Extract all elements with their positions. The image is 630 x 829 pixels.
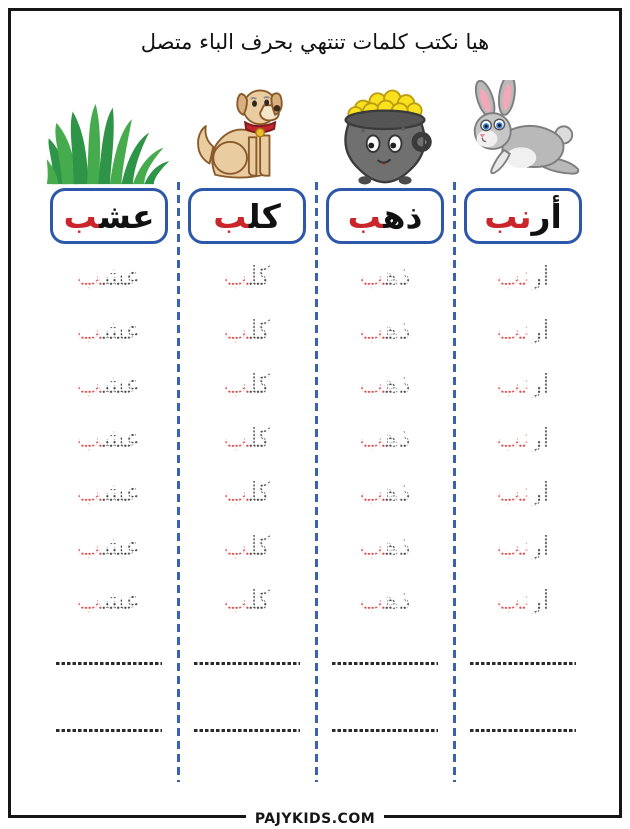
trace-word[interactable] (40, 412, 178, 466)
trace-word[interactable] (178, 358, 316, 412)
trace-final-baa: ‍ب (223, 532, 250, 562)
trace-final-baa: ‍ب (76, 424, 103, 454)
trace-final-baa: ‍ب (223, 424, 250, 454)
trace-word[interactable] (454, 304, 592, 358)
trace-stem: كل‍ (249, 370, 271, 400)
word-stem: ذه‍ (382, 196, 423, 236)
word-card-arnab (464, 188, 582, 244)
trace-stem: عش‍ (102, 532, 142, 562)
trace-final-baa: نب (496, 370, 530, 400)
column-thahab (316, 82, 454, 782)
trace-word[interactable] (316, 412, 454, 466)
trace-stem: أر (529, 532, 550, 562)
word-card-oshb (50, 188, 168, 244)
word-stem: أر (531, 196, 562, 236)
trace-final-baa: ‍ب (76, 262, 103, 292)
blank-writing-line[interactable] (470, 729, 576, 732)
blank-writing-line[interactable] (194, 729, 300, 732)
trace-stem: كل‍ (249, 424, 271, 454)
trace-word[interactable] (454, 574, 592, 628)
trace-word[interactable] (178, 304, 316, 358)
trace-stem: عش‍ (102, 586, 142, 616)
trace-final-baa: ‍ب (223, 370, 250, 400)
trace-stem: ذه‍ (385, 478, 411, 508)
trace-stem: عش‍ (102, 262, 142, 292)
trace-final-baa: نب (496, 262, 530, 292)
trace-stem: ذه‍ (385, 316, 411, 346)
trace-word[interactable] (454, 358, 592, 412)
grass-image (40, 82, 178, 186)
word-card-kalb (188, 188, 306, 244)
trace-final-baa: نب (496, 478, 530, 508)
trace-stem: ذه‍ (385, 532, 411, 562)
trace-final-baa: ‍ب (359, 370, 386, 400)
word-final-baa: ‍ب (347, 196, 383, 236)
trace-word[interactable] (316, 574, 454, 628)
word-final-baa: ‍ب (63, 196, 99, 236)
trace-stem: كل‍ (249, 262, 271, 292)
trace-word[interactable] (178, 412, 316, 466)
trace-rows-arnab (454, 250, 592, 628)
trace-final-baa: ‍ب (223, 262, 250, 292)
trace-stem: كل‍ (249, 478, 271, 508)
footer-website: PAJYKIDS.COM (246, 810, 384, 829)
word-stem: كل‍ (248, 196, 281, 236)
rabbit-image (454, 82, 592, 186)
trace-final-baa: ‍ب (359, 316, 386, 346)
practice-columns (40, 82, 592, 782)
worksheet-title: هيا نكتب كلمات تنتهي بحرف الباء متصل (140, 30, 490, 54)
column-oshb (40, 82, 178, 782)
word-final-baa: نب (484, 196, 532, 236)
trace-word[interactable] (316, 520, 454, 574)
trace-stem: أر (529, 370, 550, 400)
trace-stem: ذه‍ (385, 370, 411, 400)
trace-stem: أر (529, 316, 550, 346)
trace-rows-kalb (178, 250, 316, 628)
trace-final-baa: ‍ب (359, 262, 386, 292)
blank-writing-line[interactable] (56, 729, 162, 732)
trace-final-baa: ‍ب (223, 586, 250, 616)
trace-final-baa: ‍ب (359, 424, 386, 454)
trace-stem: ذه‍ (385, 262, 411, 292)
trace-final-baa: ‍ب (359, 532, 386, 562)
trace-stem: أر (529, 586, 550, 616)
trace-word[interactable] (40, 304, 178, 358)
trace-stem: عش‍ (102, 424, 142, 454)
trace-stem: أر (529, 424, 550, 454)
trace-final-baa: ‍ب (223, 316, 250, 346)
trace-word[interactable] (454, 250, 592, 304)
trace-final-baa: نب (496, 316, 530, 346)
trace-final-baa: نب (496, 586, 530, 616)
trace-word[interactable] (40, 466, 178, 520)
trace-stem: ذه‍ (385, 424, 411, 454)
blank-writing-line[interactable] (332, 729, 438, 732)
trace-final-baa: ‍ب (76, 370, 103, 400)
trace-stem: كل‍ (249, 532, 271, 562)
gold-cauldron-image (316, 82, 454, 186)
trace-final-baa: ‍ب (76, 316, 103, 346)
word-final-baa: ‍ب (213, 196, 249, 236)
column-arnab (454, 82, 592, 782)
trace-stem: عش‍ (102, 316, 142, 346)
trace-rows-oshb (40, 250, 178, 628)
trace-word[interactable] (316, 250, 454, 304)
trace-word[interactable] (178, 466, 316, 520)
trace-final-baa: ‍ب (359, 586, 386, 616)
trace-word[interactable] (40, 358, 178, 412)
blank-writing-line[interactable] (56, 662, 162, 665)
trace-stem: أر (529, 262, 550, 292)
trace-word[interactable] (40, 250, 178, 304)
trace-stem: كل‍ (249, 316, 271, 346)
trace-final-baa: ‍ب (359, 478, 386, 508)
trace-final-baa: نب (496, 532, 530, 562)
trace-stem: عش‍ (102, 370, 142, 400)
trace-final-baa: ‍ب (223, 478, 250, 508)
trace-stem: أر (529, 478, 550, 508)
trace-final-baa: نب (496, 424, 530, 454)
word-stem: عش‍ (98, 196, 155, 236)
blank-writing-line[interactable] (470, 662, 576, 665)
column-kalb (178, 82, 316, 782)
trace-word[interactable] (454, 412, 592, 466)
trace-word[interactable] (454, 466, 592, 520)
trace-stem: عش‍ (102, 478, 142, 508)
footer (0, 808, 630, 829)
dog-image (178, 82, 316, 186)
trace-word[interactable] (40, 574, 178, 628)
trace-final-baa: ‍ب (76, 586, 103, 616)
trace-word[interactable] (316, 358, 454, 412)
trace-final-baa: ‍ب (76, 532, 103, 562)
trace-rows-thahab (316, 250, 454, 628)
trace-word[interactable] (316, 466, 454, 520)
trace-word[interactable] (178, 520, 316, 574)
trace-word[interactable] (178, 250, 316, 304)
trace-stem: كل‍ (249, 586, 271, 616)
trace-word[interactable] (178, 574, 316, 628)
word-card-thahab (326, 188, 444, 244)
trace-stem: ذه‍ (385, 586, 411, 616)
trace-word[interactable] (454, 520, 592, 574)
blank-writing-line[interactable] (194, 662, 300, 665)
trace-word[interactable] (40, 520, 178, 574)
blank-writing-line[interactable] (332, 662, 438, 665)
trace-word[interactable] (316, 304, 454, 358)
trace-final-baa: ‍ب (76, 478, 103, 508)
